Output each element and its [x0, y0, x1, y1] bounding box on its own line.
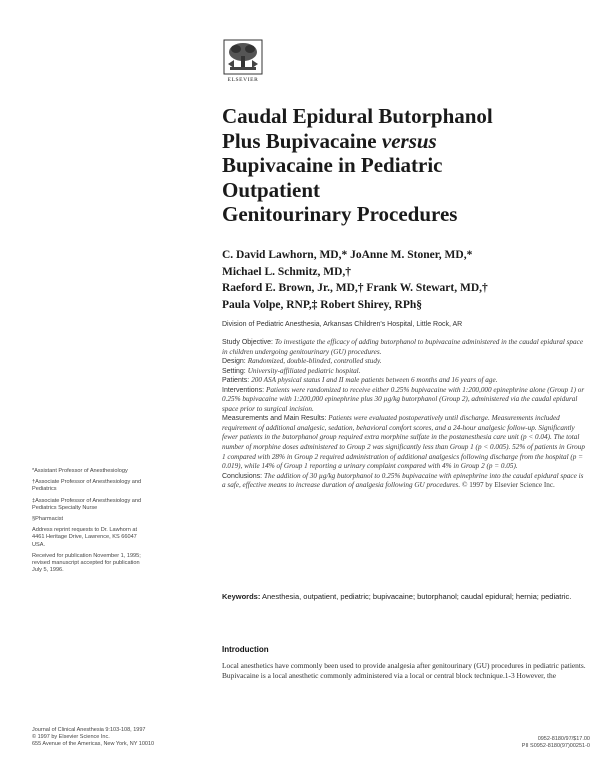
author-line-4: Paula Volpe, RNP,‡ Robert Shirey, RPh§ — [222, 298, 422, 311]
introduction-text: Local anesthetics have commonly been used to provide analgesia after genitourinary (GU) procedures in pediatric patients. Bupivacaine is a local anesthetic commonly administered via a local or central block technique.1-3 However, the — [222, 661, 586, 680]
abstract-objective: Study Objective: To investigate the efficacy of adding butorphanol to bupivacaine administered in the caudal epidural space in children undergoing genitourinary (GU) procedures. — [222, 338, 584, 356]
article-title — [222, 104, 582, 227]
title-italic-versus: versus — [381, 128, 437, 153]
note-associate-professor: †Associate Professor of Anesthesiology and Pediatrics — [32, 479, 142, 493]
pii-code: PII S0952-8180(97)00251-0 — [521, 743, 590, 749]
affiliation: Division of Pediatric Anesthesia, Arkansas Children's Hospital, Little Rock, AR — [222, 321, 463, 328]
title-line-5: Genitourinary Procedures — [222, 202, 458, 226]
note-received-dates: Received for publication November 1, 1995; revised manuscript accepted for publication July 5, 1996. — [32, 552, 141, 574]
abstract-patients: Patients: 200 ASA physical status I and II male patients between 6 months and 16 years of age. — [222, 376, 498, 385]
author-notes — [32, 468, 144, 578]
abstract-results: Measurements and Main Results: Patients were evaluated postoperatively until discharge. Measurements included requirement of additional analgesic, sedation, behavioral comfort scores, and a 24-hour analgesic follow-up. Significantly fewer patients in the butorphanol group required extra morphine sulfate in the postanesthesia care unit (p < 0.04). The total number of morphine doses administered to Group 2 was significantly less than Group 1 (p < 0.005). 52% of patients in Group 1 compared with 28% in Group 2 required administration of additional analgesics following discharge from the hospital (p = 0.019), while 14% of Group 1 reporting a urinary complaint compared with 4% in Group 2 (p = 0.05). — [222, 414, 585, 471]
abstract-design: Design: Randomized, double-blinded, controlled study. — [222, 357, 382, 366]
issn-price: 0952-8180/97/$17.00 — [537, 736, 590, 742]
author-line-2: Michael L. Schmitz, MD,† — [222, 265, 352, 278]
keywords — [222, 591, 587, 602]
note-pharmacist: §Pharmacist — [32, 516, 64, 523]
journal-citation: Journal of Clinical Anesthesia 9:103-108, 1997 — [32, 727, 146, 733]
abstract-interventions: Interventions: Patients were randomized to receive either 0.25% bupivacaine with 1:200,000 epinephrine alone (Group 1) or 0.25% bupivacaine with 1:200,000 epinephrine plus 30 µg/kg butorphanol (Group 2), administered via the caudal epidural space prior to surgical incision. — [222, 385, 585, 413]
title-line-2: Plus Bupivacaine versus — [222, 128, 437, 153]
abstract-setting: Setting: University-affiliated pediatric hospital. — [222, 366, 361, 375]
note-assistant-professor: *Assistant Professor of Anesthesiology — [32, 468, 128, 474]
copyright-line: © 1997 by Elsevier Science Inc. — [32, 734, 110, 740]
title-line-4: Outpatient — [222, 177, 321, 202]
publisher-logo — [222, 38, 264, 83]
abstract — [222, 338, 587, 491]
keywords-text: Anesthesia, outpatient, pediatric; bupivacaine; butorphanol; caudal epidural; hernia; pediatric. — [260, 592, 572, 601]
introduction-heading: Introduction — [222, 645, 269, 654]
author-list — [222, 247, 582, 313]
issn-footer — [480, 736, 590, 750]
publisher-name: ELSEVIER — [227, 77, 259, 83]
title-line-1: Caudal Epidural Butorphanol — [222, 104, 493, 128]
elsevier-tree-icon — [222, 38, 264, 76]
note-reprint-address: Address reprint requests to Dr. Lawhorn at 4461 Heritage Drive, Lawrence, KS 66047 USA. — [32, 527, 138, 548]
note-specialty-nurse: ‡Associate Professor of Anesthesiology and Pediatrics Specialty Nurse — [32, 497, 142, 511]
author-line-3: Raeford E. Brown, Jr., MD,† Frank W. Stewart, MD,† — [222, 282, 488, 294]
journal-footer — [32, 727, 232, 748]
keywords-label: Keywords: — [222, 592, 261, 601]
publisher-address: 655 Avenue of the Americas, New York, NY 10010 — [32, 741, 155, 747]
author-line-1: C. David Lawhorn, MD,* JoAnne M. Stoner, MD,* — [222, 249, 473, 261]
abstract-conclusions: Conclusions: The addition of 30 µg/kg butorphanol to 0.25% bupivacaine with epinephrine into the caudal epidural space is a safe, effective means to increase duration of analgesia following GU procedures. © 1997 by Elsevier Science Inc. — [222, 471, 584, 490]
title-line-3: Bupivacaine in Pediatric — [222, 153, 443, 177]
